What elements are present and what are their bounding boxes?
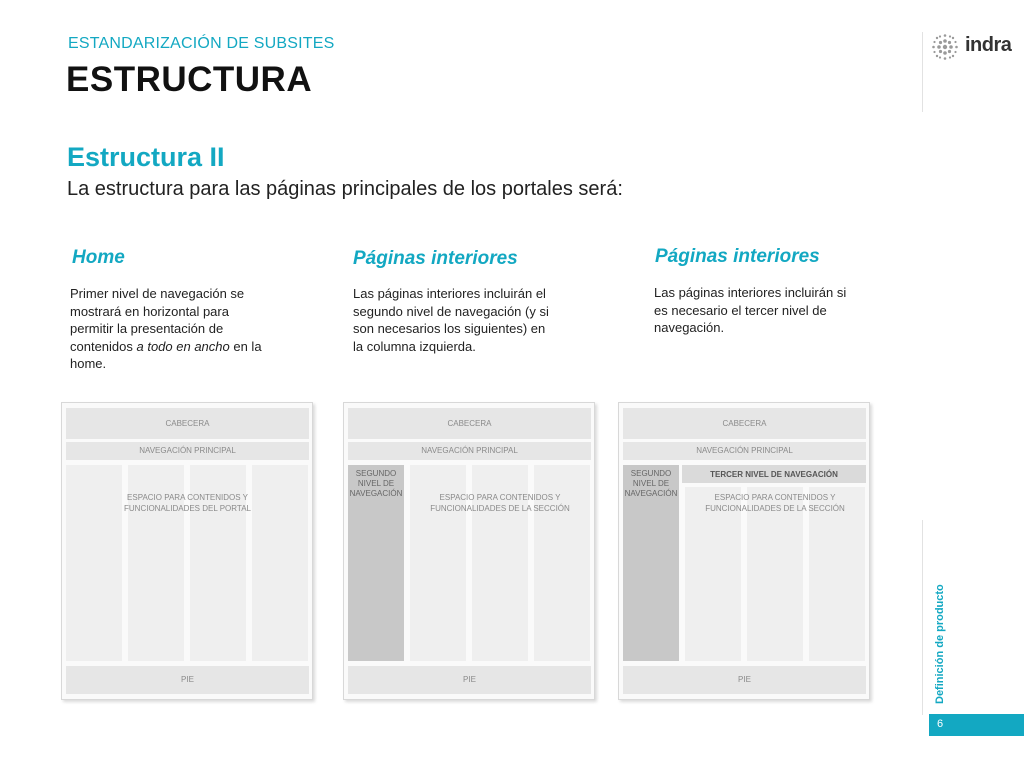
body-line: son necesarios los siguientes) en xyxy=(353,321,546,336)
wireframe-interiores xyxy=(343,402,595,700)
page-number-badge xyxy=(929,714,1024,736)
body-line: es necesario el tercer nivel de xyxy=(654,302,827,318)
section-title: Estructura II xyxy=(67,142,225,172)
body-line: navegación. xyxy=(654,320,725,335)
wire-content-label xyxy=(685,493,865,514)
wire-nav: NAVEGACIÓN PRINCIPAL xyxy=(348,442,591,460)
body-line: home. xyxy=(70,356,107,371)
wire-side-line: NAVEGACIÓN xyxy=(624,489,678,498)
section-subtitle: La estructura para las páginas principales de los portales será: xyxy=(67,178,623,200)
wire-header: CABECERA xyxy=(66,408,309,439)
body-line: Las páginas interiores incluirán si xyxy=(654,285,847,300)
wire-third-nav: TERCER NIVEL DE NAVEGACIÓN xyxy=(682,465,866,483)
top-divider xyxy=(922,32,923,112)
column-body-interiores xyxy=(353,285,593,355)
wire-content-label xyxy=(66,493,309,514)
wire-content-label xyxy=(410,493,590,514)
wireframe-interiores-tercer xyxy=(618,402,870,700)
wire-content-line: ESPACIO PARA CONTENIDOS Y xyxy=(439,493,561,502)
wire-header: CABECERA xyxy=(348,408,591,439)
wire-side-line: NIVEL DE xyxy=(357,479,395,488)
wire-content-line: ESPACIO PARA CONTENIDOS Y xyxy=(127,493,248,502)
wireframe-home xyxy=(61,402,313,700)
wire-content-line: FUNCIONALIDADES DEL PORTAL xyxy=(124,503,251,513)
wire-side-line: NAVEGACIÓN xyxy=(349,489,403,498)
column-body-home xyxy=(70,285,310,373)
column-title-interiores: Páginas interiores xyxy=(353,248,518,269)
eyebrow-title: ESTANDARIZACIÓN DE SUBSITES xyxy=(68,35,335,52)
wire-second-nav xyxy=(623,465,679,661)
wire-footer: PIE xyxy=(66,666,309,694)
column-body-interiores-tercer xyxy=(654,284,894,337)
column-title-interiores-tercer: Páginas interiores xyxy=(655,246,820,267)
body-line xyxy=(70,338,310,356)
body-line: Las páginas interiores incluirán el xyxy=(353,286,546,301)
wire-side-line: SEGUNDO xyxy=(355,469,397,478)
page-number: 6 xyxy=(937,718,944,730)
sidebar-label: Definición de producto xyxy=(934,584,946,704)
column-title-home: Home xyxy=(72,247,125,268)
body-emphasis: a todo en ancho xyxy=(136,338,230,354)
wire-side-line: SEGUNDO xyxy=(630,469,672,478)
wire-side-line: NIVEL DE xyxy=(632,479,670,488)
wire-nav: NAVEGACIÓN PRINCIPAL xyxy=(66,442,309,460)
wire-header: CABECERA xyxy=(623,408,866,439)
wire-nav: NAVEGACIÓN PRINCIPAL xyxy=(623,442,866,460)
side-divider xyxy=(922,520,923,715)
wire-content-line: FUNCIONALIDADES DE LA SECCIÓN xyxy=(705,503,845,513)
body-line: mostrará en horizontal para xyxy=(70,303,229,319)
indra-logo xyxy=(931,33,1015,61)
wire-footer: PIE xyxy=(348,666,591,694)
page-title: ESTRUCTURA xyxy=(66,60,313,99)
wire-content-line: ESPACIO PARA CONTENIDOS Y xyxy=(714,493,836,502)
body-text: contenidos xyxy=(70,338,137,354)
body-line: permitir la presentación de xyxy=(70,321,224,336)
body-line: la columna izquierda. xyxy=(353,338,476,354)
logo-text: indra xyxy=(965,34,1012,56)
wire-second-nav xyxy=(348,465,404,661)
body-text: en la xyxy=(229,338,262,354)
wire-footer: PIE xyxy=(623,666,866,694)
wire-content-line: FUNCIONALIDADES DE LA SECCIÓN xyxy=(430,503,570,513)
body-line: Primer nivel de navegación se xyxy=(70,286,245,301)
logo-dots-icon xyxy=(931,33,959,61)
body-line: segundo nivel de navegación (y si xyxy=(353,303,549,319)
